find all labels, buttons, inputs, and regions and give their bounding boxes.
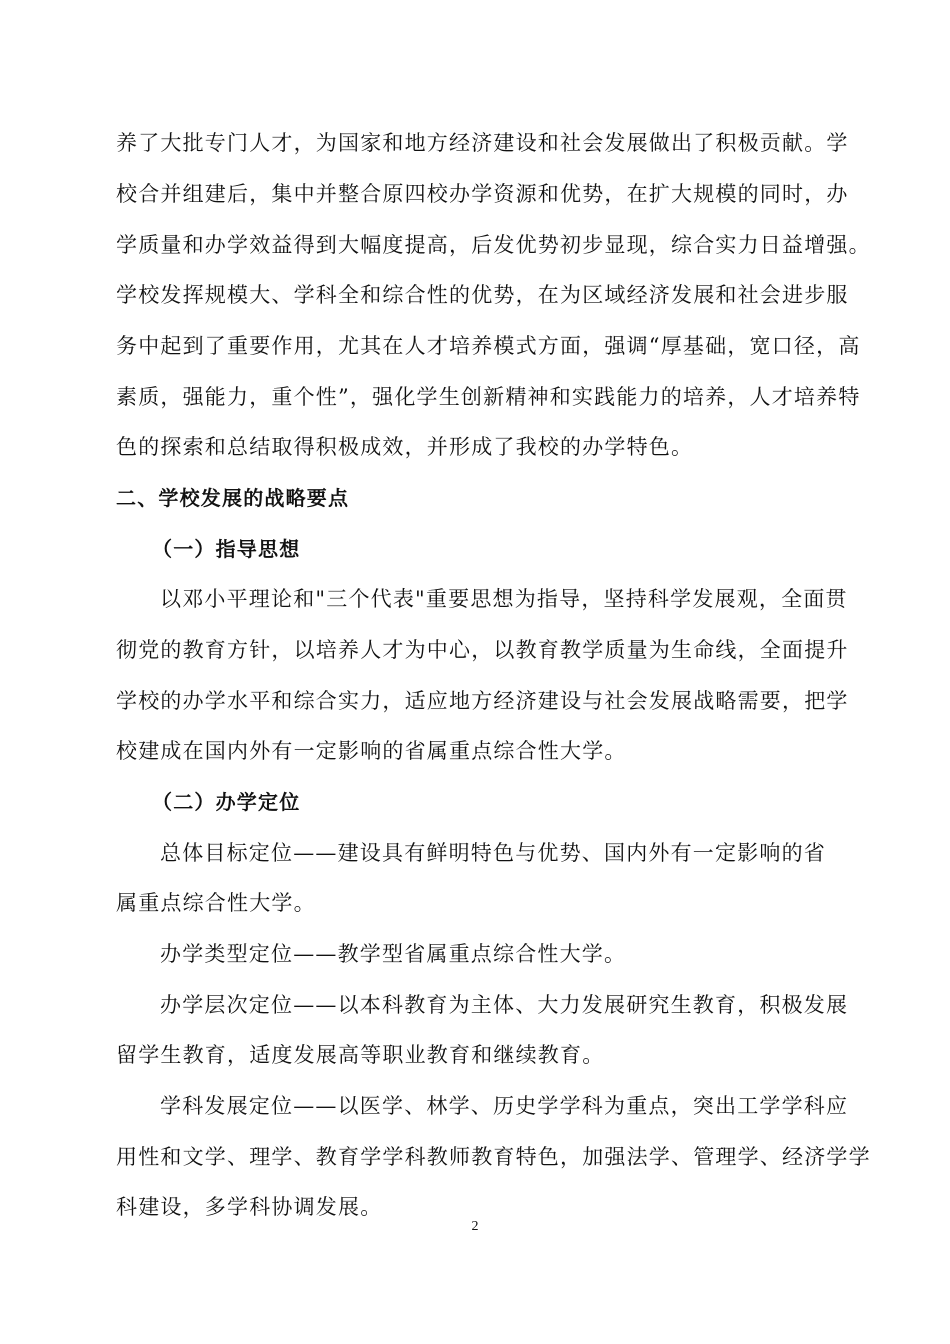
positioning-level-line: 留学生教育，适度发展高等职业教育和继续教育。 bbox=[116, 1043, 605, 1067]
paragraph-line: 彻党的教育方针，以培养人才为中心，以教育教学质量为生命线，全面提升 bbox=[116, 638, 849, 662]
positioning-discipline-line: 学科发展定位——以医学、林学、历史学学科为重点，突出工学学科应 bbox=[160, 1094, 849, 1118]
subsection-heading: （二）办学定位 bbox=[152, 790, 301, 814]
paragraph-line: 务中起到了重要作用，尤其在人才培养模式方面，强调“厚基础，宽口径，高 bbox=[116, 334, 861, 358]
positioning-type-line: 办学类型定位——教学型省属重点综合性大学。 bbox=[160, 942, 627, 966]
positioning-overall-line: 总体目标定位——建设具有鲜明特色与优势、国内外有一定影响的省 bbox=[160, 841, 826, 865]
positioning-discipline-line: 用性和文学、理学、教育学学科教师教育特色，加强法学、管理学、经济学学 bbox=[116, 1145, 871, 1169]
positioning-discipline-line: 科建设，多学科协调发展。 bbox=[116, 1195, 383, 1219]
paragraph-line: 学校的办学水平和综合实力，适应地方经济建设与社会发展战略需要，把学 bbox=[116, 689, 849, 713]
paragraph-line: 校合并组建后，集中并整合原四校办学资源和优势，在扩大规模的同时，办 bbox=[116, 182, 849, 206]
page-number: 2 bbox=[471, 1219, 479, 1234]
positioning-overall-line: 属重点综合性大学。 bbox=[116, 891, 316, 915]
paragraph-line: 养了大批专门人才，为国家和地方经济建设和社会发展做出了积极贡献。学 bbox=[116, 131, 849, 155]
paragraph-line: 学校发挥规模大、学科全和综合性的优势，在为区域经济发展和社会进步服 bbox=[116, 283, 849, 307]
section-heading: 二、学校发展的战略要点 bbox=[116, 486, 350, 510]
positioning-level-line: 办学层次定位——以本科教育为主体、大力发展研究生教育，积极发展 bbox=[160, 993, 849, 1017]
paragraph-line: 色的探索和总结取得积极成效，并形成了我校的办学特色。 bbox=[116, 435, 694, 459]
paragraph-line: 素质，强能力，重个性”，强化学生创新精神和实践能力的培养，人才培养特 bbox=[116, 385, 861, 409]
paragraph-line: 校建成在国内外有一定影响的省属重点综合性大学。 bbox=[116, 739, 627, 763]
subsection-heading: （一）指导思想 bbox=[152, 537, 301, 561]
paragraph-line: 以邓小平理论和"三个代表"重要思想为指导，坚持科学发展观，全面贯 bbox=[160, 587, 848, 611]
paragraph-line: 学质量和办学效益得到大幅度提高，后发优势初步显现，综合实力日益增强。 bbox=[116, 233, 871, 257]
